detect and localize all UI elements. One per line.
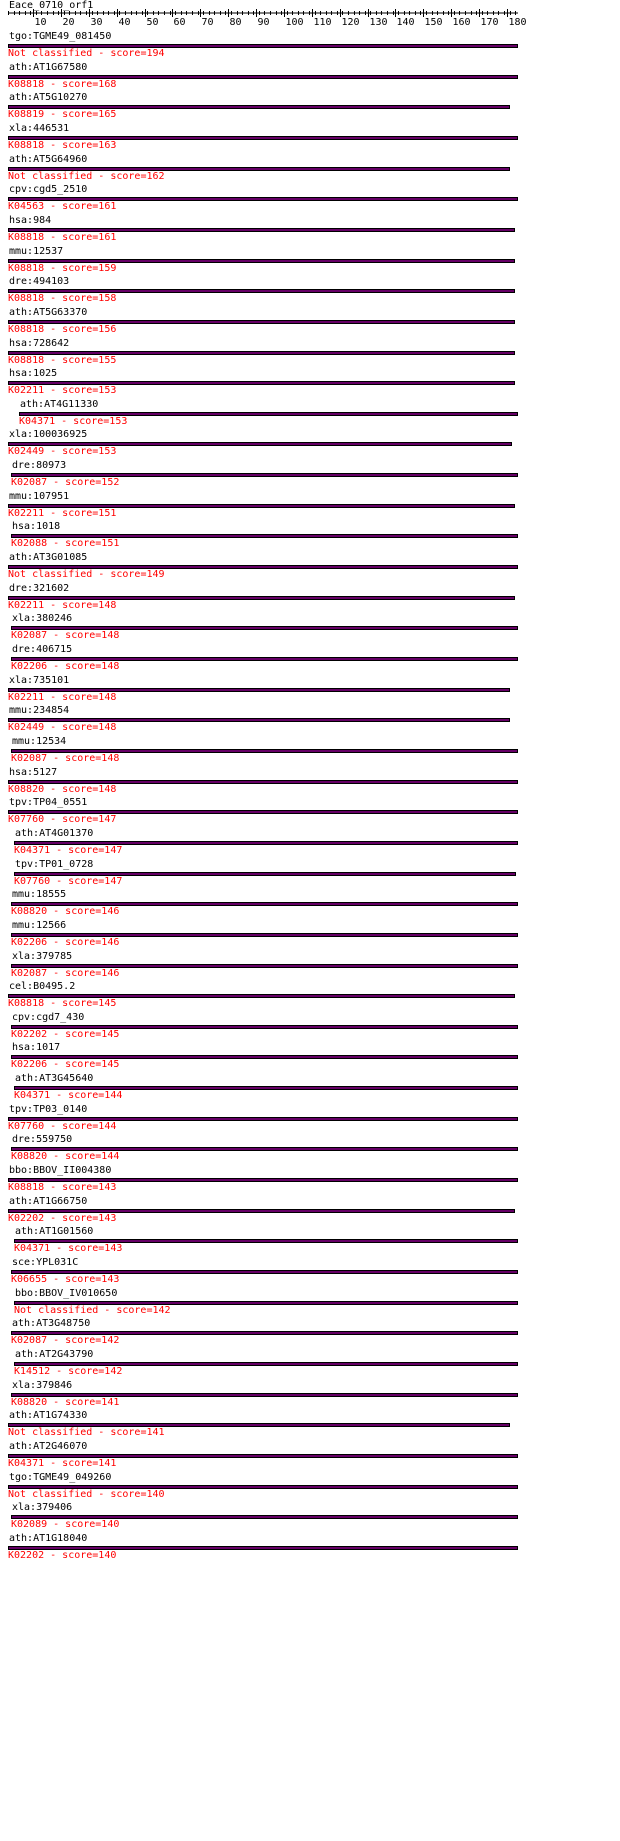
hit-score[interactable]: K02449 - score=153 — [8, 446, 117, 457]
hit-score[interactable]: K04371 - score=143 — [14, 1243, 123, 1254]
ruler-tick-label: 80 — [229, 17, 242, 28]
hit-score[interactable]: K07760 - score=147 — [8, 814, 117, 825]
hit-name[interactable]: tgo:TGME49_049260 — [9, 1472, 112, 1483]
hit-name[interactable]: hsa:1018 — [12, 521, 61, 532]
hit-name[interactable]: ath:AT1G66750 — [9, 1196, 88, 1207]
hit-score[interactable]: K14512 - score=142 — [14, 1366, 123, 1377]
hit-name[interactable]: dre:80973 — [12, 460, 67, 471]
hit-name[interactable]: bbo:BBOV_II004380 — [9, 1165, 112, 1176]
ruler-tick-label: 20 — [62, 17, 75, 28]
hit-score[interactable]: K04563 - score=161 — [8, 201, 117, 212]
hit-name[interactable]: ath:AT2G43790 — [15, 1349, 94, 1360]
hit-name[interactable]: mmu:107951 — [9, 491, 70, 502]
hit-name[interactable]: ath:AT4G11330 — [20, 399, 99, 410]
hit-score[interactable]: Not classified - score=194 — [8, 48, 165, 59]
hit-name[interactable]: mmu:12537 — [9, 246, 64, 257]
hit-name[interactable]: hsa:1025 — [9, 368, 58, 379]
hit-name[interactable]: ath:AT5G63370 — [9, 307, 88, 318]
ruler-tick-label: 60 — [173, 17, 186, 28]
hit-score[interactable]: K02089 - score=140 — [11, 1519, 120, 1530]
hit-score[interactable]: Not classified - score=149 — [8, 569, 165, 580]
ruler-tick-label: 50 — [146, 17, 159, 28]
hit-name[interactable]: ath:AT3G01085 — [9, 552, 88, 563]
hit-name[interactable]: hsa:1017 — [12, 1042, 61, 1053]
hit-score[interactable]: K08818 - score=143 — [8, 1182, 117, 1193]
hit-score[interactable]: K08820 - score=148 — [8, 784, 117, 795]
hit-score[interactable]: K02087 - score=152 — [11, 477, 120, 488]
ruler-tick-label: 170 — [480, 17, 499, 28]
hit-score[interactable]: K08820 - score=141 — [11, 1397, 120, 1408]
hit-name[interactable]: dre:559750 — [12, 1134, 73, 1145]
hit-score[interactable]: Not classified - score=141 — [8, 1427, 165, 1438]
hit-score[interactable]: K02206 - score=146 — [11, 937, 120, 948]
hit-name[interactable]: tpv:TP03_0140 — [9, 1104, 88, 1115]
hit-score[interactable]: K02202 - score=143 — [8, 1213, 117, 1224]
hit-name[interactable]: ath:AT3G48750 — [12, 1318, 91, 1329]
hit-name[interactable]: mmu:234854 — [9, 705, 70, 716]
hit-name[interactable]: ath:AT4G01370 — [15, 828, 94, 839]
hit-score[interactable]: K02206 - score=145 — [11, 1059, 120, 1070]
hit-name[interactable]: xla:446531 — [9, 123, 70, 134]
hit-score[interactable]: K02087 - score=146 — [11, 968, 120, 979]
hit-name[interactable]: mmu:18555 — [12, 889, 67, 900]
hit-name[interactable]: dre:494103 — [9, 276, 70, 287]
hit-score[interactable]: K02206 - score=148 — [11, 661, 120, 672]
sequence-ruler — [0, 0, 620, 30]
hit-score[interactable]: K08820 - score=144 — [11, 1151, 120, 1162]
hit-score[interactable]: K08818 - score=159 — [8, 263, 117, 274]
hit-name[interactable]: xla:379785 — [12, 951, 73, 962]
hit-score[interactable]: K02211 - score=151 — [8, 508, 117, 519]
hit-name[interactable]: ath:AT5G10270 — [9, 92, 88, 103]
hit-name[interactable]: dre:321602 — [9, 583, 70, 594]
hit-score[interactable]: K04371 - score=144 — [14, 1090, 123, 1101]
hit-name[interactable]: xla:100036925 — [9, 429, 88, 440]
hit-score[interactable]: K08820 - score=146 — [11, 906, 120, 917]
ruler-tick-label: 110 — [313, 17, 332, 28]
hit-score[interactable]: K08818 - score=158 — [8, 293, 117, 304]
hit-name[interactable]: hsa:984 — [9, 215, 52, 226]
hit-name[interactable]: sce:YPL031C — [12, 1257, 79, 1268]
hit-name[interactable]: xla:735101 — [9, 675, 70, 686]
hit-score[interactable]: K08818 - score=156 — [8, 324, 117, 335]
hit-name[interactable]: dre:406715 — [12, 644, 73, 655]
hit-score[interactable]: K08819 - score=165 — [8, 109, 117, 120]
ruler-tick-label: 70 — [201, 17, 214, 28]
hit-score[interactable]: K02202 - score=145 — [11, 1029, 120, 1040]
ruler-tick-label: 120 — [341, 17, 360, 28]
hit-score[interactable]: Not classified - score=140 — [8, 1489, 165, 1500]
ruler-tick-label: 140 — [396, 17, 415, 28]
hit-name[interactable]: ath:AT3G45640 — [15, 1073, 94, 1084]
hit-score[interactable]: K08818 - score=155 — [8, 355, 117, 366]
hit-name[interactable]: hsa:728642 — [9, 338, 70, 349]
hit-name[interactable]: cel:B0495.2 — [9, 981, 76, 992]
hit-name[interactable]: ath:AT1G67580 — [9, 62, 88, 73]
hit-score[interactable]: K04371 - score=147 — [14, 845, 123, 856]
hit-score[interactable]: K02211 - score=148 — [8, 600, 117, 611]
hit-name[interactable]: ath:AT2G46070 — [9, 1441, 88, 1452]
ruler-tick-label: 90 — [257, 17, 270, 28]
hit-name[interactable]: tpv:TP04_0551 — [9, 797, 88, 808]
hit-score[interactable]: K02087 - score=148 — [11, 753, 120, 764]
ruler-tick-label: 40 — [118, 17, 131, 28]
hit-name[interactable]: ath:AT1G01560 — [15, 1226, 94, 1237]
hit-score[interactable]: K04371 - score=141 — [8, 1458, 117, 1469]
hit-score[interactable]: K07760 - score=144 — [8, 1121, 117, 1132]
hit-name[interactable]: ath:AT1G74330 — [9, 1410, 88, 1421]
ruler-tick-label: 180 — [508, 17, 527, 28]
hit-score[interactable]: Not classified - score=142 — [14, 1305, 171, 1316]
hit-name[interactable]: mmu:12566 — [12, 920, 67, 931]
hit-name[interactable]: cpv:cgd5_2510 — [9, 184, 88, 195]
hit-name[interactable]: xla:379406 — [12, 1502, 73, 1513]
hit-score[interactable]: K02211 - score=148 — [8, 692, 117, 703]
hit-name[interactable]: mmu:12534 — [12, 736, 67, 747]
ruler-tick-label: 150 — [424, 17, 443, 28]
hit-score[interactable]: K08818 - score=145 — [8, 998, 117, 1009]
hit-score[interactable]: K07760 - score=147 — [14, 876, 123, 887]
hit-name[interactable]: xla:379846 — [12, 1380, 73, 1391]
hit-name[interactable]: ath:AT1G18040 — [9, 1533, 88, 1544]
hit-score[interactable]: K02087 - score=142 — [11, 1335, 120, 1346]
ruler-tick-label: 10 — [34, 17, 47, 28]
hit-name[interactable]: tgo:TGME49_081450 — [9, 31, 112, 42]
hit-score[interactable]: Not classified - score=162 — [8, 171, 165, 182]
hit-name[interactable]: bbo:BBOV_IV010650 — [15, 1288, 118, 1299]
query-title: Eace_0710_orf1 — [9, 0, 94, 11]
hit-name[interactable]: cpv:cgd7_430 — [12, 1012, 85, 1023]
hit-score[interactable]: K02449 - score=148 — [8, 722, 117, 733]
hit-score[interactable]: K04371 - score=153 — [19, 416, 128, 427]
ruler-tick-label: 130 — [369, 17, 388, 28]
hit-score[interactable]: K02202 - score=140 — [8, 1550, 117, 1561]
hit-score[interactable]: K08818 - score=161 — [8, 232, 117, 243]
ruler-tick-label: 100 — [285, 17, 304, 28]
hit-name[interactable]: xla:380246 — [12, 613, 73, 624]
hit-score[interactable]: K08818 - score=168 — [8, 79, 117, 90]
hit-score[interactable]: K06655 - score=143 — [11, 1274, 120, 1285]
hit-name[interactable]: tpv:TP01_0728 — [15, 859, 94, 870]
hit-score[interactable]: K02088 - score=151 — [11, 538, 120, 549]
hit-score[interactable]: K08818 - score=163 — [8, 140, 117, 151]
hit-score[interactable]: K02087 - score=148 — [11, 630, 120, 641]
ruler-tick-label: 30 — [90, 17, 103, 28]
hit-name[interactable]: hsa:5127 — [9, 767, 58, 778]
hit-score[interactable]: K02211 - score=153 — [8, 385, 117, 396]
hit-name[interactable]: ath:AT5G64960 — [9, 154, 88, 165]
ruler-tick-label: 160 — [452, 17, 471, 28]
